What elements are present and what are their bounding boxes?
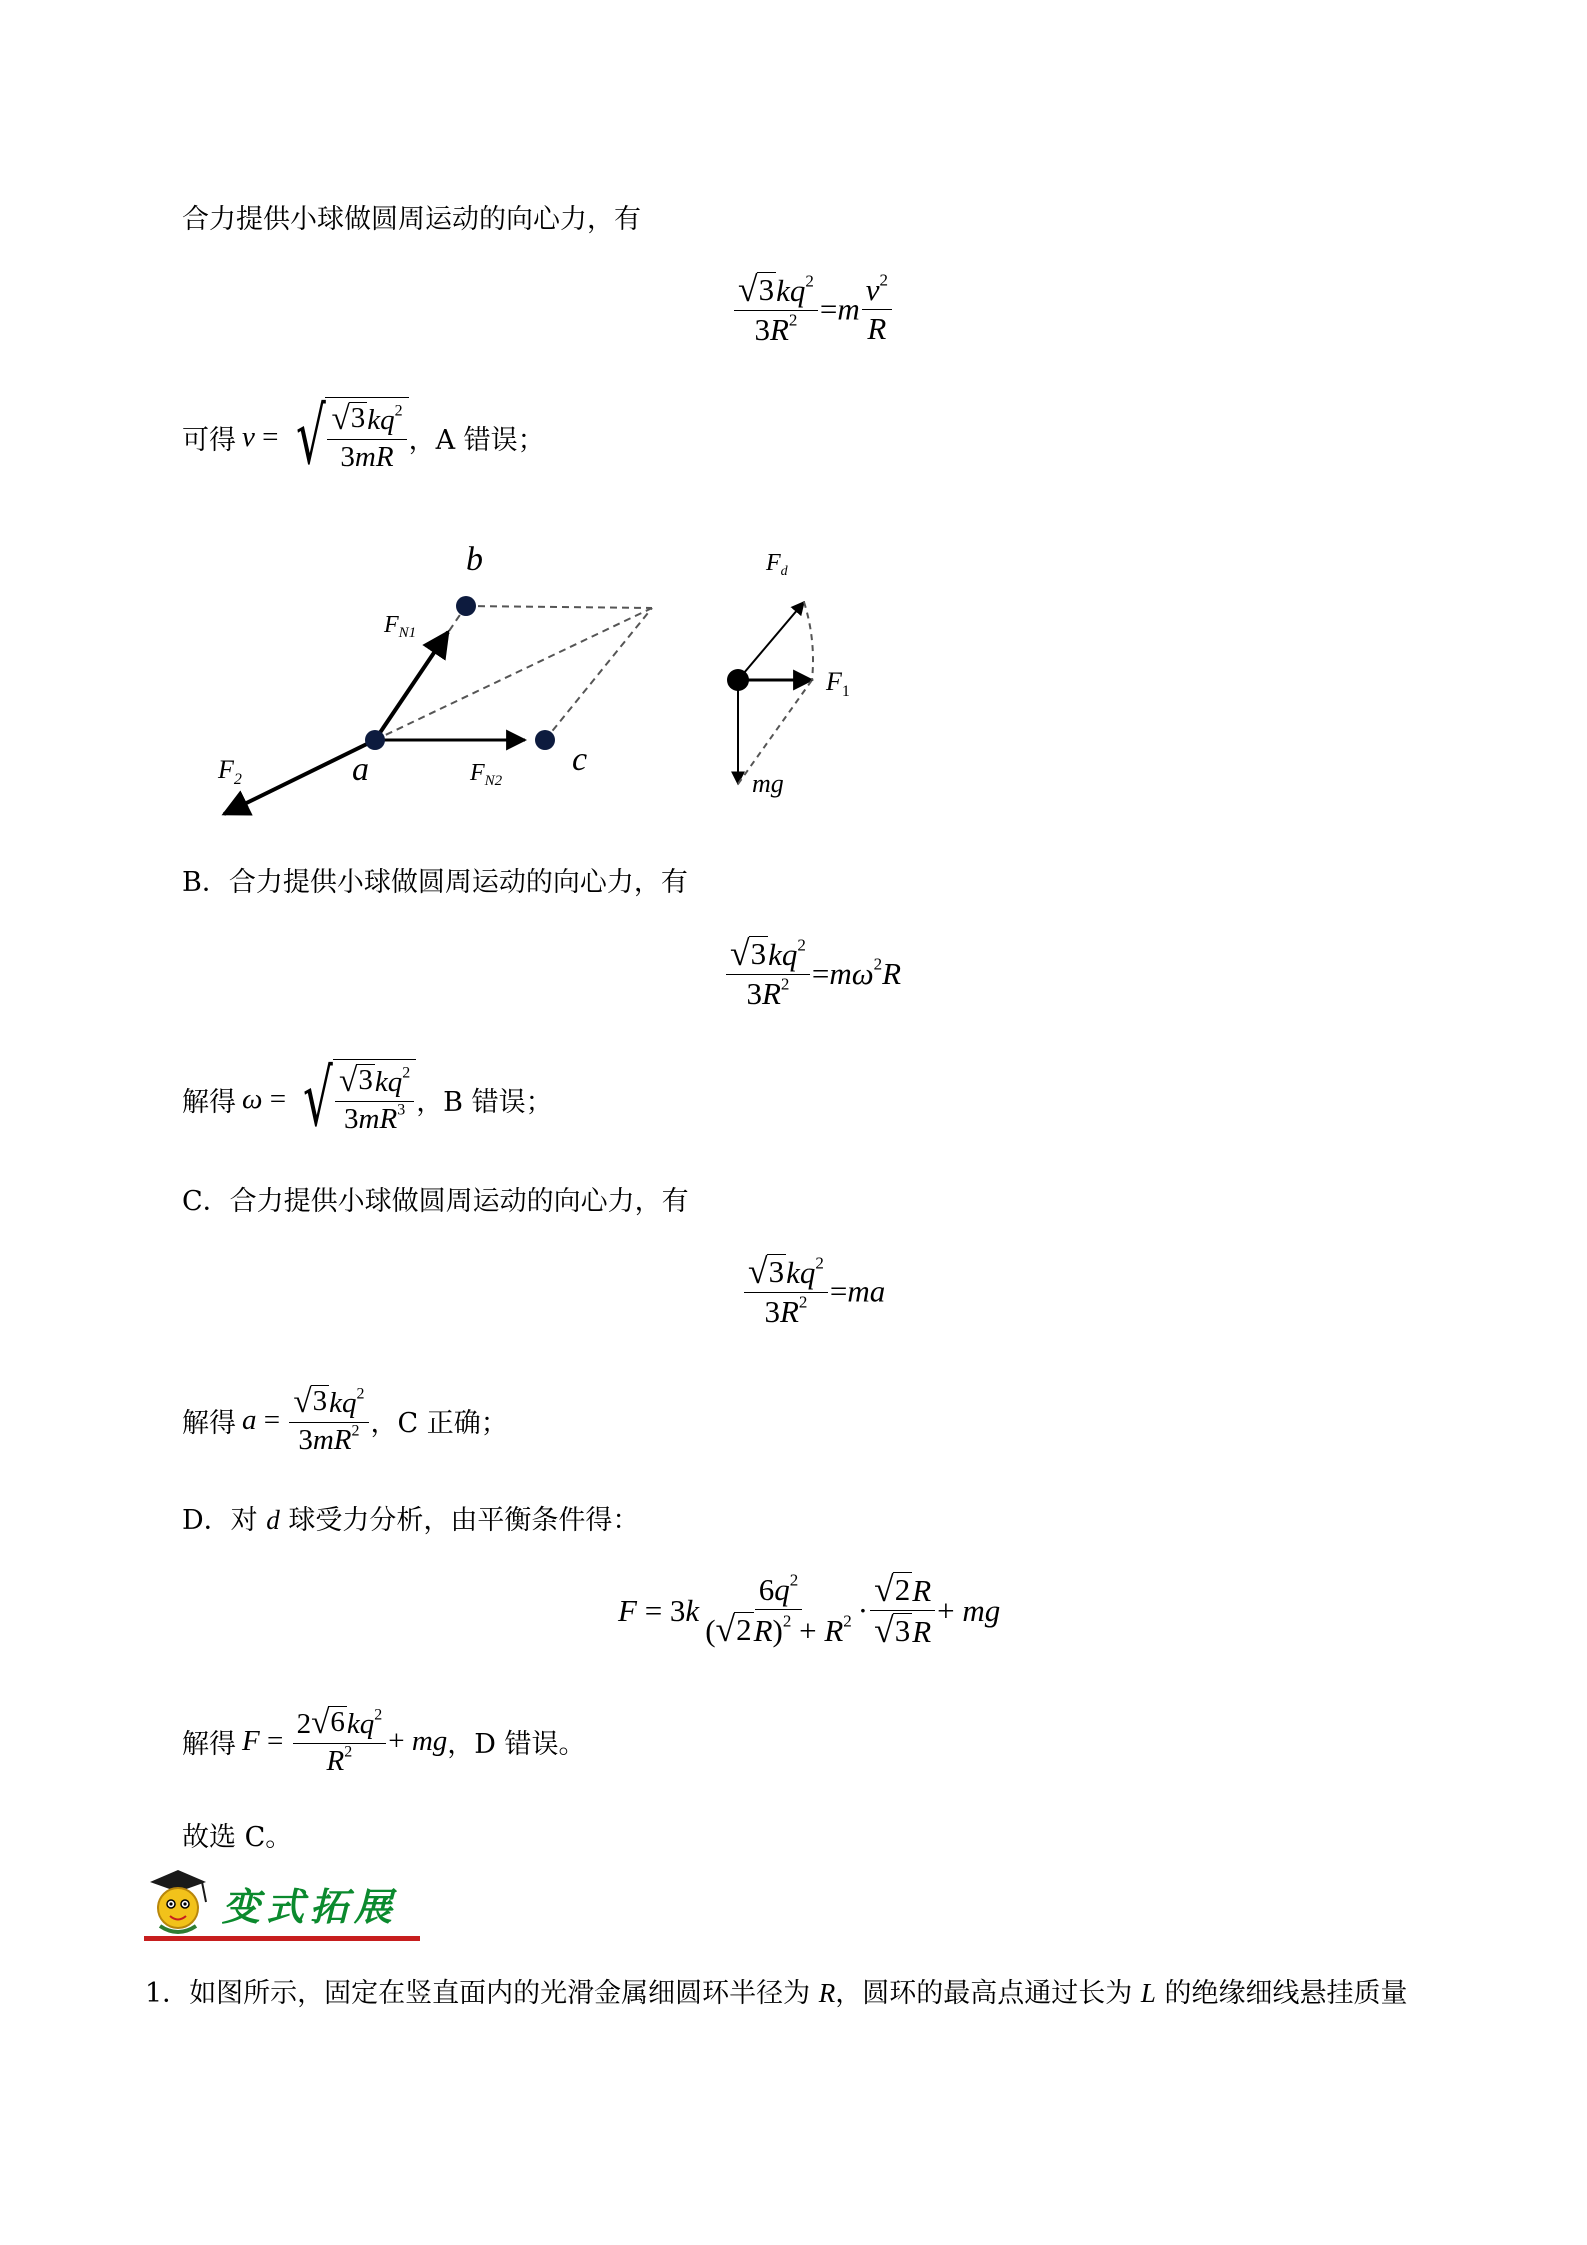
question-text-c: 的绝缘细线悬挂质量 [1155, 1978, 1408, 2009]
paragraph-c: C．合力提供小球做圆周运动的向心力，有 [182, 1186, 689, 1217]
result-b-prefix: 解得 [182, 1086, 236, 1118]
result-a-formula: v = √ √ 3 $kq^2$ 3mR [242, 398, 409, 476]
equation-c: √ 3 $kq^2$ $3R^2$ =ma [742, 1254, 885, 1329]
dashed-arc [804, 602, 813, 680]
equation-d: F = 3 k $6q^2$ ( √ 2 $R)^2 + R^2$ · √ 2 R √ 3 R + mg [618, 1569, 1001, 1651]
ball-a [365, 730, 385, 750]
label-fn2: $F_{N2}$ [470, 760, 503, 789]
paragraph-b: B．合力提供小球做圆周运动的向心力，有 [182, 867, 688, 898]
result-a-suffix: ，A 错误； [408, 424, 545, 456]
force-fd-arrow [738, 602, 804, 680]
answer-line: 故选 C。 [182, 1822, 293, 1853]
result-a-prefix: 可得 [182, 424, 236, 456]
question-text-a: 如图所示，固定在竖直面内的光滑金属细圆环半径为 [189, 1978, 819, 2009]
result-d-prefix: 解得 [182, 1729, 236, 1761]
label-b: b [466, 541, 483, 578]
result-c-formula: a = √ 3 $kq^2$ $3mR^2$ [242, 1385, 371, 1457]
label-mg: mg [752, 769, 784, 798]
equation-1: √ 3 $kq^2$ $3R^2$ =m $\frac{v^2}{R}$ [732, 272, 894, 347]
section-banner [140, 1868, 440, 1948]
d-rest: 球受力分析，由平衡条件得： [279, 1505, 640, 1536]
question-var-r: R [818, 1978, 836, 2008]
dashed-b-top [466, 606, 652, 608]
force-fn1-arrow [375, 632, 448, 740]
question-number: 1． [145, 1978, 190, 2009]
dashed-c-top [545, 608, 652, 740]
paragraph-intro: 合力提供小球做圆周运动的向心力，有 [182, 204, 641, 235]
result-b-formula: ω = √ √ 3 $kq^2$ $3mR^3$ [242, 1060, 416, 1138]
ball-c [535, 730, 555, 750]
left-force-diagram [217, 541, 652, 814]
result-c-suffix: ，C 正确； [370, 1408, 508, 1440]
dashed-diagonal [375, 608, 652, 740]
paragraph-result-c [182, 1385, 508, 1457]
label-fd: $F_d$ [766, 550, 788, 579]
paragraph-result-a [182, 392, 545, 482]
force-diagram [200, 540, 920, 830]
label-a: a [352, 751, 369, 788]
ball-b [456, 596, 476, 616]
d-prefix: D．对 [182, 1505, 267, 1536]
ball-d [727, 669, 749, 691]
label-f2: $F_2$ [218, 755, 242, 788]
equation-b: √ 3 $kq^2$ $3R^2$ $=m\omega^2R$ [724, 936, 901, 1011]
label-f1: $F_1$ [826, 667, 850, 700]
d-variable: d [266, 1505, 280, 1535]
result-c-prefix: 解得 [182, 1408, 236, 1440]
right-force-diagram [727, 550, 850, 798]
result-b-suffix: ，B 错误； [416, 1086, 553, 1118]
question-text-b: ，圆环的最高点通过长为 [835, 1978, 1141, 2009]
question-1 [145, 1975, 1408, 2012]
paragraph-result-d [182, 1706, 586, 1778]
label-fn1: $F_{N1}$ [384, 612, 417, 641]
result-d-formula: F = 2 √ 6 $kq^2$ $R^2$ + mg [242, 1704, 448, 1777]
paragraph-d [182, 1502, 639, 1539]
result-d-suffix: ，D 错误。 [447, 1729, 586, 1761]
banner-underline [144, 1936, 420, 1941]
banner-title: 变式拓展 [222, 1884, 399, 1929]
question-var-l: L [1140, 1978, 1156, 2008]
graduate-mascot-icon [140, 1868, 220, 1940]
paragraph-result-b [182, 1054, 553, 1144]
label-c: c [572, 741, 588, 778]
